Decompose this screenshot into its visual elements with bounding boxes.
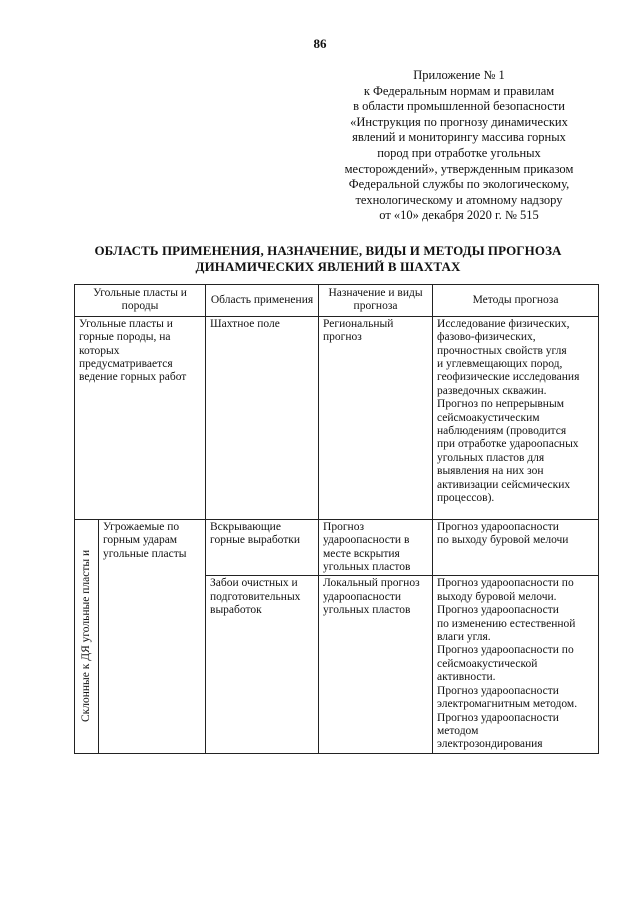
cell-line: угольных пластов xyxy=(323,561,411,574)
cell-line: методом xyxy=(437,724,479,737)
cell-purpose xyxy=(319,519,433,576)
cell-line: горным ударам xyxy=(103,534,178,547)
cell-area xyxy=(206,576,319,753)
cell-line: выработок xyxy=(210,604,262,617)
header-area: Область применения xyxy=(206,285,319,317)
cell-line: Региональный xyxy=(323,317,394,330)
header-purpose: Назначение и виды прогноза xyxy=(319,285,433,317)
title-line-2: ДИНАМИЧЕСКИХ ЯВЛЕНИЙ В ШАХТАХ xyxy=(195,259,461,274)
cell-line: процессов). xyxy=(437,492,495,505)
cell-purpose xyxy=(319,576,433,753)
cell-line: Шахтное поле xyxy=(210,317,280,330)
cell-line: выявления на них зон xyxy=(437,465,544,478)
cell-line: активности. xyxy=(437,671,496,684)
cell-line: Вскрывающие xyxy=(210,520,281,533)
cell-line: наблюдениям (проводится xyxy=(437,425,567,438)
cell-purpose xyxy=(319,316,433,519)
cell-seams xyxy=(75,316,206,519)
cell-line: Локальный прогноз xyxy=(323,577,420,590)
cell-line: Прогноз xyxy=(323,520,364,533)
cell-line: по выходу буровой мелочи xyxy=(437,534,569,547)
appendix-line: явлений и мониторингу массива горных xyxy=(352,130,566,145)
cell-group-sub xyxy=(99,519,206,753)
cell-line: прочностных свойств угля xyxy=(437,344,567,357)
cell-line: горные выработки xyxy=(210,534,301,547)
cell-line: Прогноз удароопасности по xyxy=(437,644,574,657)
cell-line: активизации сейсмических xyxy=(437,478,571,491)
cell-line: удароопасности xyxy=(323,590,402,603)
cell-methods xyxy=(433,519,599,576)
cell-line: разведочных скважин. xyxy=(437,384,547,397)
cell-line: Исследование физических, xyxy=(437,317,570,330)
table-header-row xyxy=(75,285,599,317)
header-methods: Методы прогноза xyxy=(433,285,599,317)
cell-line: Прогноз удароопасности xyxy=(437,711,559,724)
cell-methods xyxy=(433,576,599,753)
cell-line: месте вскрытия xyxy=(323,547,400,560)
cell-line: горные породы, на xyxy=(79,331,171,344)
cell-line: фазово-физических, xyxy=(437,331,536,344)
cell-line: Прогноз по непрерывным xyxy=(437,398,564,411)
appendix-line: Приложение № 1 xyxy=(413,68,505,82)
cell-line: угольные пласты xyxy=(103,547,187,560)
cell-line: Угольные пласты и xyxy=(79,317,173,330)
cell-line: влаги угля. xyxy=(437,631,491,644)
appendix-line: месторождений», утвержденным приказом xyxy=(344,161,574,176)
title-line-1: ОБЛАСТЬ ПРИМЕНЕНИЯ, НАЗНАЧЕНИЕ, ВИДЫ И МЕТОДЫ ПРОГНОЗА xyxy=(94,243,562,258)
appendix-line: пород при отработке угольных xyxy=(377,145,541,160)
cell-line: Прогноз удароопасности xyxy=(437,604,559,617)
cell-line: электрозондирования xyxy=(437,738,543,751)
cell-line: по изменению естественной xyxy=(437,617,576,630)
cell-line: сейсмоакустическим xyxy=(437,411,540,424)
header-seams: Угольные пласты и породы xyxy=(75,285,206,317)
cell-line: предусматривается xyxy=(79,358,173,371)
forecast-methods-table xyxy=(74,284,599,754)
cell-line: при отработке удароопасных xyxy=(437,438,579,451)
cell-line: выходу буровой мелочи. xyxy=(437,590,557,603)
appendix-block xyxy=(300,68,618,224)
group-label: Склонные к ДЯ угольные пласты и xyxy=(79,550,92,723)
cell-line: сейсмоакустической xyxy=(437,657,538,670)
appendix-line: Федеральной службы по экологическому, xyxy=(348,177,570,192)
cell-line: угольных пластов для xyxy=(437,451,545,464)
appendix-line: технологическому и атомному надзору xyxy=(355,192,563,207)
cell-line: Прогноз удароопасности xyxy=(437,684,559,697)
appendix-line: в области промышленной безопасности xyxy=(353,99,565,114)
cell-line: геофизические исследования xyxy=(437,371,580,384)
cell-area xyxy=(206,519,319,576)
cell-line: ведение горных работ xyxy=(79,371,187,384)
document-title xyxy=(60,243,596,275)
cell-line: подготовительных xyxy=(210,590,301,603)
cell-methods xyxy=(433,316,599,519)
cell-line: удароопасности в xyxy=(323,534,410,547)
page-number: 86 xyxy=(313,36,327,51)
cell-line: которых xyxy=(79,344,120,357)
cell-line: Прогноз удароопасности xyxy=(437,520,559,533)
cell-line: угольных пластов xyxy=(323,604,411,617)
cell-line: и углевмещающих пород, xyxy=(437,358,563,371)
cell-area xyxy=(206,316,319,519)
group-label-cell xyxy=(75,519,99,753)
appendix-line: к Федеральным нормам и правилам xyxy=(363,83,555,98)
table-row xyxy=(75,519,599,576)
cell-line: Угрожаемые по xyxy=(103,520,180,533)
cell-line: прогноз xyxy=(323,331,362,344)
cell-line: электромагнитным методом. xyxy=(437,698,578,711)
appendix-line: «Инструкция по прогнозу динамических xyxy=(350,114,568,129)
cell-line: Забои очистных и xyxy=(210,577,298,590)
cell-line: Прогноз удароопасности по xyxy=(437,577,574,590)
appendix-line: от «10» декабря 2020 г. № 515 xyxy=(379,208,539,223)
table-row xyxy=(75,316,599,519)
